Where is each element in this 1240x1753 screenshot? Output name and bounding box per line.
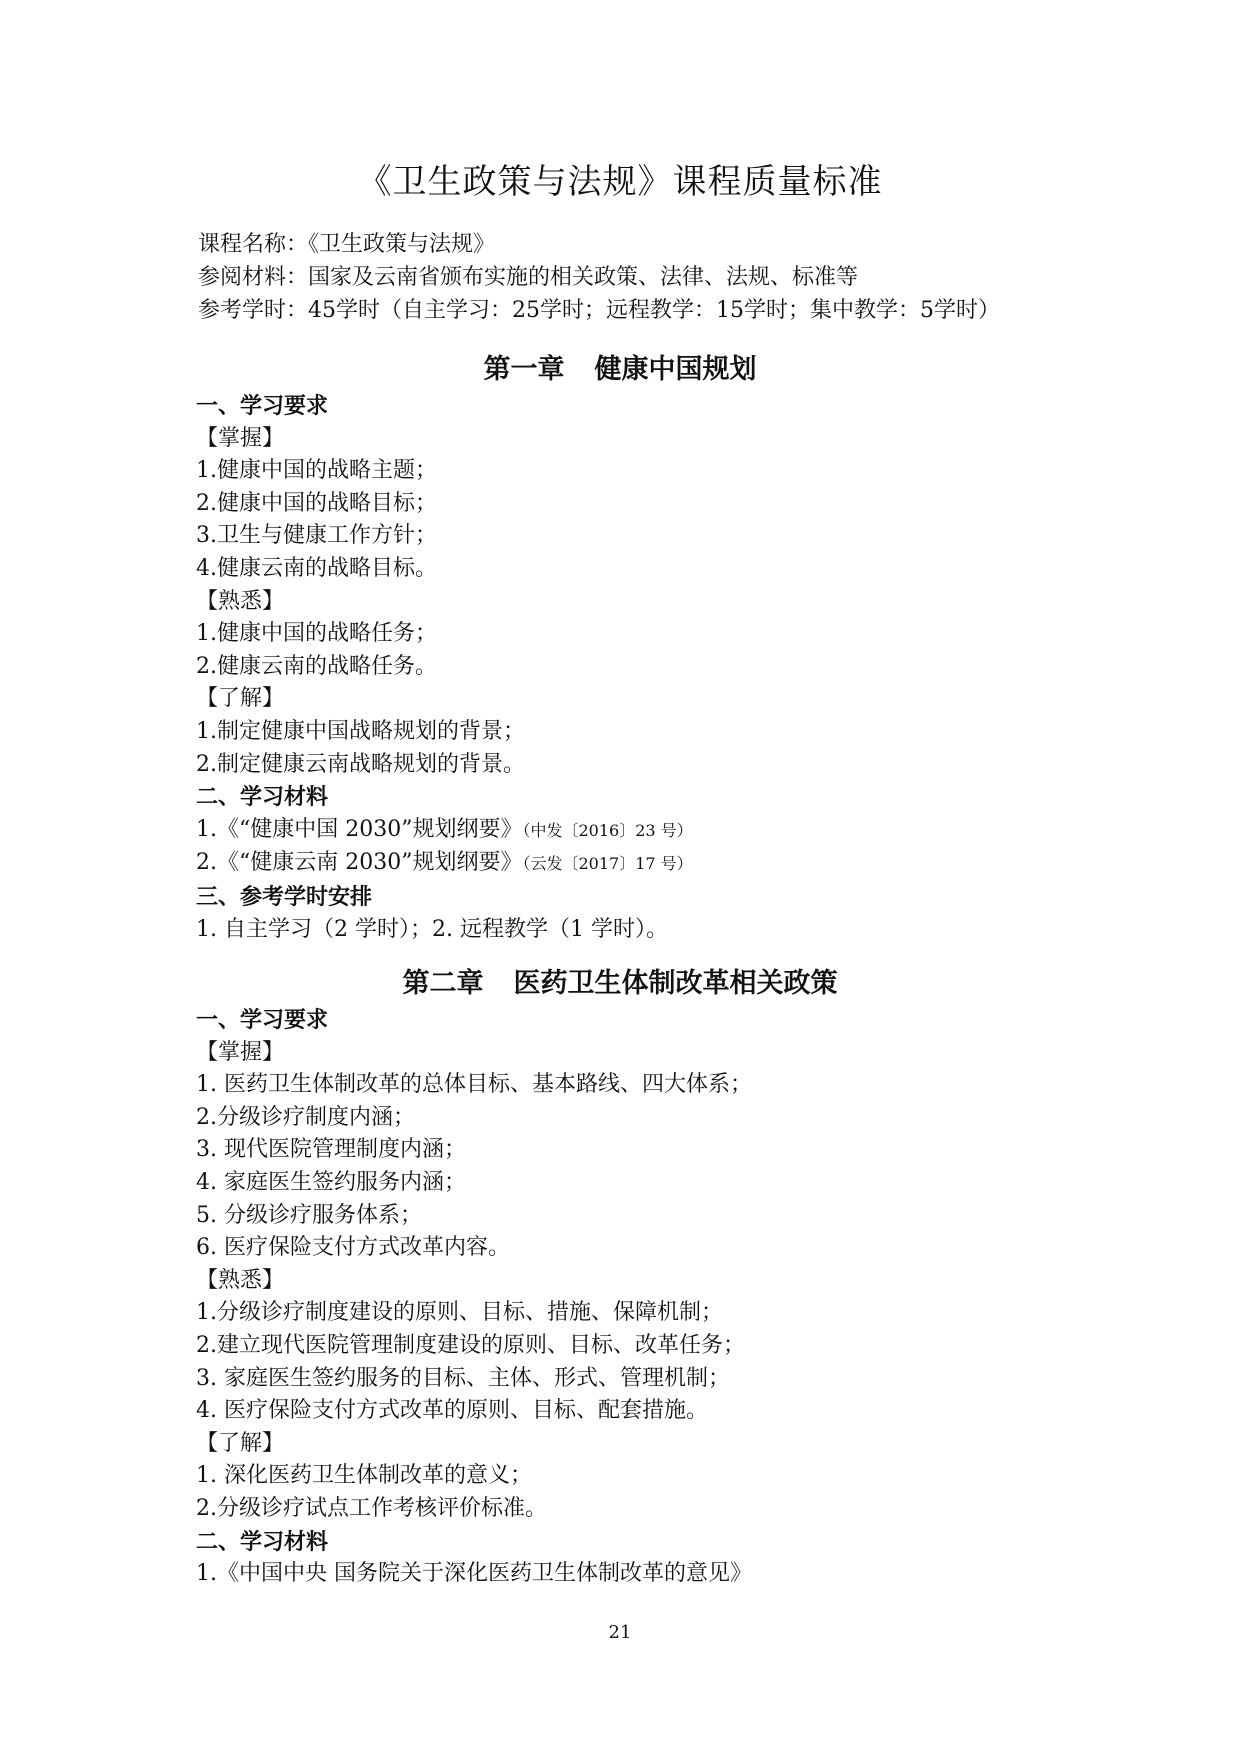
list-item: 4.健康云南的战略目标。: [196, 555, 437, 581]
material-item: [196, 847, 693, 881]
list-item: 1.分级诊疗制度建设的原则、目标、措施、保障机制；: [196, 1300, 723, 1326]
list-item: 2.建立现代医院管理制度建设的原则、目标、改革任务；: [196, 1332, 745, 1358]
list-item: 6. 医疗保险支付方式改革内容。: [196, 1235, 510, 1261]
section-heading: 一、学习要求: [196, 393, 329, 419]
material-doc-number: （中发〔2016〕23 号）: [522, 820, 693, 840]
material-title: 2.《“健康云南 2030”规划纲要》: [196, 850, 523, 876]
list-item: 1. 深化医药卫生体制改革的意义；: [196, 1463, 532, 1489]
list-item: 4. 家庭医生签约服务内涵；: [196, 1169, 466, 1195]
chapter-1-body: [196, 390, 693, 946]
list-item: 3. 家庭医生签约服务的目标、主体、形式、管理机制；: [196, 1365, 730, 1391]
section-heading: 一、学习要求: [196, 1007, 329, 1033]
bracket-heading-familiar: 【熟悉】: [196, 1267, 285, 1293]
list-item: 3. 现代医院管理制度内涵；: [196, 1137, 466, 1163]
material-item: 1.《中国中央 国务院关于深化医药卫生体制改革的意见》: [196, 1561, 752, 1587]
hours-arrangement: 1. 自主学习（2 学时）；2. 远程教学（1 学时）。: [196, 916, 668, 942]
list-item: 1. 医药卫生体制改革的总体目标、基本路线、四大体系；: [196, 1072, 752, 1098]
chapter-1-name: 健康中国规划: [594, 354, 757, 385]
chapter-2-body: [196, 1004, 752, 1591]
chapter-1-number: 第一章: [483, 354, 565, 385]
material-title: 1.《“健康中国 2030”规划纲要》: [196, 816, 523, 842]
list-item: 1.健康中国的战略主题；: [196, 458, 437, 484]
list-item: 5. 分级诊疗服务体系；: [196, 1202, 422, 1228]
list-item: 4. 医疗保险支付方式改革的原则、目标、配套措施。: [196, 1398, 708, 1424]
list-item: 2.制定健康云南战略规划的背景。: [196, 751, 525, 777]
list-item: 2.分级诊疗试点工作考核评价标准。: [196, 1495, 547, 1521]
page-number: 21: [608, 1622, 632, 1643]
list-item: 2.健康中国的战略目标；: [196, 490, 437, 516]
bracket-heading-master: 【掌握】: [196, 425, 285, 451]
list-item: 1.制定健康中国战略规划的背景；: [196, 718, 525, 744]
section-heading: 三、参考学时安排: [196, 883, 373, 910]
list-item: 1.健康中国的战略任务；: [196, 621, 437, 647]
list-item: 2.健康云南的战略任务。: [196, 653, 437, 679]
chapter-2-title: [0, 966, 1240, 1002]
section-heading: 二、学习材料: [196, 1528, 329, 1555]
bracket-heading-master: 【掌握】: [196, 1039, 285, 1065]
bracket-heading-familiar: 【熟悉】: [196, 588, 285, 614]
course-name: 课程名称：《卫生政策与法规》: [198, 232, 496, 257]
chapter-2-name: 医药卫生体制改革相关政策: [513, 968, 838, 999]
material-item: [196, 814, 693, 848]
course-meta: [198, 228, 1000, 327]
bracket-heading-know: 【了解】: [196, 686, 285, 712]
chapter-1-title: [0, 352, 1240, 388]
list-item: 2.分级诊疗制度内涵；: [196, 1104, 415, 1130]
reference-hours: 参考学时：45学时（自主学习：25学时；远程教学：15学时；集中教学：5学时）: [198, 298, 1000, 323]
chapter-2-number: 第二章: [402, 968, 484, 999]
document-title: 《卫生政策与法规》课程质量标准: [357, 162, 883, 202]
bracket-heading-know: 【了解】: [196, 1430, 285, 1456]
reference-materials: 参阅材料：国家及云南省颁布实施的相关政策、法律、法规、标准等: [198, 265, 859, 290]
section-heading: 二、学习材料: [196, 784, 329, 811]
list-item: 3.卫生与健康工作方针；: [196, 523, 437, 549]
material-doc-number: （云发〔2017〕17 号）: [522, 854, 693, 874]
